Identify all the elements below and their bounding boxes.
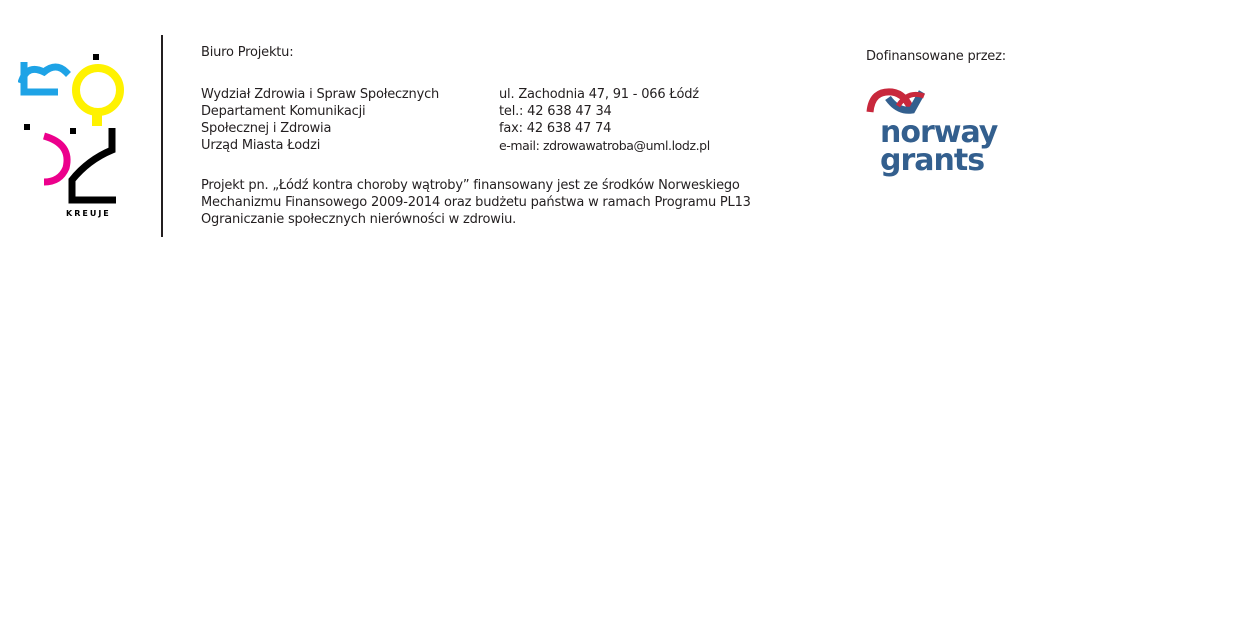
office-label: Biuro Projektu: [201, 45, 294, 60]
project-line: Ograniczanie społecznych nierówności w zdrowiu. [201, 212, 517, 227]
norway-grants-logo [864, 86, 1004, 182]
project-description [201, 177, 751, 228]
project-line: Projekt pn. „Łódź kontra choroby wątroby” finansowany jest ze środków Norweskiego [201, 178, 740, 193]
address-line: Wydział Zdrowia i Spraw Społecznych [201, 87, 440, 102]
fax-number: fax: 42 638 47 74 [499, 121, 612, 136]
logo-tagline: KREUJE [66, 209, 111, 218]
email-address: e-mail: zdrowawatroba@uml.lodz.pl [499, 138, 710, 153]
address-line: Społecznej i Zdrowia [201, 121, 332, 136]
project-line: Mechanizmu Finansowego 2009-2014 oraz budżetu państwa w ramach Programu PL13 [201, 195, 751, 210]
vertical-divider [161, 35, 163, 237]
street-address: ul. Zachodnia 47, 91 - 066 Łódź [499, 87, 699, 102]
phone-number: tel.: 42 638 47 34 [499, 104, 612, 119]
logo-word-grants: grants [880, 143, 985, 178]
office-address [201, 86, 439, 154]
cofinanced-label: Dofinansowane przez: [866, 49, 1006, 64]
address-line: Departament Komunikacji [201, 104, 366, 119]
office-contact [499, 86, 710, 154]
lodz-kreuje-logo [18, 50, 134, 220]
logo-word-norway: norway [880, 115, 998, 150]
address-line: Urząd Miasta Łodzi [201, 138, 321, 153]
